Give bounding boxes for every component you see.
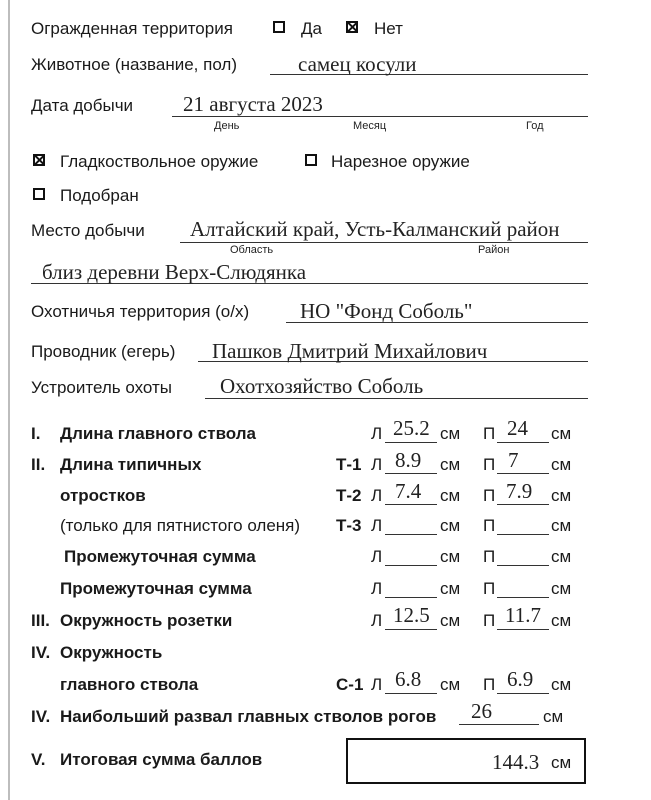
checkbox-rifled[interactable] bbox=[305, 154, 317, 166]
row4-right-underline[interactable] bbox=[497, 534, 549, 535]
row5-right-underline[interactable] bbox=[497, 565, 549, 566]
row2-left-letter: Л bbox=[371, 455, 383, 474]
row3-left-unit: см bbox=[440, 486, 461, 505]
fenced-no-label: Нет bbox=[374, 19, 403, 38]
smoothbore-label: Гладкоствольное оружие bbox=[60, 152, 259, 171]
place-value-2[interactable]: близ деревни Верх-Слюдянка bbox=[42, 260, 307, 284]
row2-right-underline bbox=[497, 473, 549, 474]
territory-value[interactable]: НО "Фонд Соболь" bbox=[300, 299, 473, 323]
date-month-caption: Месяц bbox=[353, 120, 387, 132]
row9-right-unit: см bbox=[551, 675, 572, 694]
row9-right-value[interactable]: 6.9 bbox=[507, 667, 534, 691]
row7-label: Окружность розетки bbox=[60, 611, 233, 630]
row7-right-value[interactable]: 11.7 bbox=[505, 603, 541, 627]
left-margin-line bbox=[8, 0, 10, 800]
row9-t-label: С-1 bbox=[336, 675, 364, 694]
row1-left-value[interactable]: 25.2 bbox=[393, 416, 430, 440]
row2-label: Длина типичных bbox=[60, 455, 202, 474]
row3-right-underline bbox=[497, 504, 549, 505]
row7-left-letter: Л bbox=[371, 611, 383, 630]
row9-left-value[interactable]: 6.8 bbox=[395, 667, 422, 691]
row6-left-unit: см bbox=[440, 579, 461, 598]
row10-value[interactable]: 26 bbox=[471, 699, 492, 723]
row6-right-letter: П bbox=[483, 579, 496, 598]
row1-left-underline bbox=[385, 442, 437, 443]
row4-right-letter: П bbox=[483, 516, 496, 535]
row2-right-letter: П bbox=[483, 455, 496, 474]
found-label: Подобран bbox=[60, 186, 139, 205]
total-score-value: 144.3 bbox=[492, 750, 540, 774]
animal-label: Животное (название, пол) bbox=[31, 55, 237, 74]
row4-left-underline[interactable] bbox=[385, 534, 437, 535]
row7-left-unit: см bbox=[440, 611, 461, 630]
row2-left-underline bbox=[385, 473, 437, 474]
row3-label: отростков bbox=[60, 486, 146, 505]
date-value[interactable]: 21 августа 2023 bbox=[183, 92, 323, 116]
place-value[interactable]: Алтайский край, Усть-Калманский район bbox=[190, 217, 560, 241]
row2-right-value[interactable]: 7 bbox=[508, 448, 519, 472]
date-day-caption: День bbox=[214, 120, 240, 132]
row1-left-letter: Л bbox=[371, 424, 383, 443]
territory-label: Охотничья территория (о/х) bbox=[31, 302, 250, 321]
row7-right-unit: см bbox=[551, 611, 572, 630]
row9-left-letter: Л bbox=[371, 675, 383, 694]
guide-label: Проводник (егерь) bbox=[31, 342, 176, 361]
row10-underline bbox=[459, 724, 539, 725]
guide-value[interactable]: Пашков Дмитрий Михайлович bbox=[212, 339, 488, 363]
row3-right-unit: см bbox=[551, 486, 572, 505]
organizer-label: Устроитель охоты bbox=[31, 378, 172, 397]
row4-right-unit: см bbox=[551, 516, 572, 535]
row2-t-label: Т-1 bbox=[336, 455, 362, 474]
row3-left-letter: Л bbox=[371, 486, 383, 505]
checkbox-found[interactable] bbox=[33, 188, 45, 200]
row6-label: Промежуточная сумма bbox=[60, 579, 252, 598]
date-year-caption: Год bbox=[526, 120, 544, 132]
total-score-box[interactable] bbox=[346, 738, 586, 784]
row7-right-underline bbox=[497, 629, 549, 630]
place-label: Место добычи bbox=[31, 221, 145, 240]
row6-right-unit: см bbox=[551, 579, 572, 598]
row5-right-letter: П bbox=[483, 547, 496, 566]
row5-left-unit: см bbox=[440, 547, 461, 566]
fenced-yes-label: Да bbox=[301, 19, 322, 38]
row1-num: I. bbox=[31, 424, 41, 443]
row1-right-letter: П bbox=[483, 424, 496, 443]
row7-num: III. bbox=[31, 611, 50, 630]
row5-right-unit: см bbox=[551, 547, 572, 566]
row3-left-value[interactable]: 7.4 bbox=[395, 479, 422, 503]
row6-right-underline[interactable] bbox=[497, 597, 549, 598]
row7-left-underline bbox=[385, 629, 437, 630]
row6-left-letter: Л bbox=[371, 579, 383, 598]
row11-num: V. bbox=[31, 750, 46, 769]
total-score-unit: см bbox=[551, 753, 572, 772]
row10-num: IV. bbox=[31, 707, 51, 726]
place-underline bbox=[180, 242, 588, 243]
row1-right-underline bbox=[497, 442, 549, 443]
checkbox-fenced-no[interactable] bbox=[346, 21, 358, 33]
row9-right-letter: П bbox=[483, 675, 496, 694]
row4-t-label: Т-3 bbox=[336, 516, 362, 535]
row3-right-letter: П bbox=[483, 486, 496, 505]
row3-t-label: Т-2 bbox=[336, 486, 362, 505]
row2-left-value[interactable]: 8.9 bbox=[395, 448, 422, 472]
row7-left-value[interactable]: 12.5 bbox=[393, 603, 430, 627]
row2-right-unit: см bbox=[551, 455, 572, 474]
row7-right-letter: П bbox=[483, 611, 496, 630]
fenced-label: Огражденная территория bbox=[31, 19, 233, 38]
row4-label: (только для пятнистого оленя) bbox=[60, 516, 301, 535]
row2-left-unit: см bbox=[440, 455, 461, 474]
row10-label: Наибольший развал главных стволов рогов bbox=[60, 707, 437, 726]
row4-left-letter: Л bbox=[371, 516, 383, 535]
row5-left-letter: Л bbox=[371, 547, 383, 566]
row6-left-underline[interactable] bbox=[385, 597, 437, 598]
row11-label: Итоговая сумма баллов bbox=[60, 750, 263, 769]
checkbox-smoothbore[interactable] bbox=[33, 154, 45, 166]
row9-left-underline bbox=[385, 693, 437, 694]
row1-left-unit: см bbox=[440, 424, 461, 443]
row8-num: IV. bbox=[31, 643, 51, 662]
row1-right-value[interactable]: 24 bbox=[507, 416, 528, 440]
row9-right-underline bbox=[497, 693, 549, 694]
row1-right-unit: см bbox=[551, 424, 572, 443]
row8-label: Окружность bbox=[60, 643, 163, 662]
animal-value[interactable]: самец косули bbox=[298, 52, 417, 76]
row5-left-underline[interactable] bbox=[385, 565, 437, 566]
row5-label: Промежуточная сумма bbox=[64, 547, 256, 566]
organizer-value[interactable]: Охотхозяйство Соболь bbox=[220, 374, 424, 398]
row4-left-unit: см bbox=[440, 516, 461, 535]
row2-num: II. bbox=[31, 455, 46, 474]
place-district-caption: Район bbox=[478, 244, 510, 256]
row3-left-underline bbox=[385, 504, 437, 505]
row3-right-value[interactable]: 7.9 bbox=[506, 479, 533, 503]
date-label: Дата добычи bbox=[31, 96, 134, 115]
row9-label: главного ствола bbox=[60, 675, 199, 694]
rifled-label: Нарезное оружие bbox=[331, 152, 470, 171]
checkbox-fenced-yes[interactable] bbox=[273, 21, 285, 33]
row9-left-unit: см bbox=[440, 675, 461, 694]
place-region-caption: Область bbox=[230, 244, 274, 256]
row10-unit: см bbox=[543, 707, 564, 726]
row1-label: Длина главного ствола bbox=[60, 424, 257, 443]
